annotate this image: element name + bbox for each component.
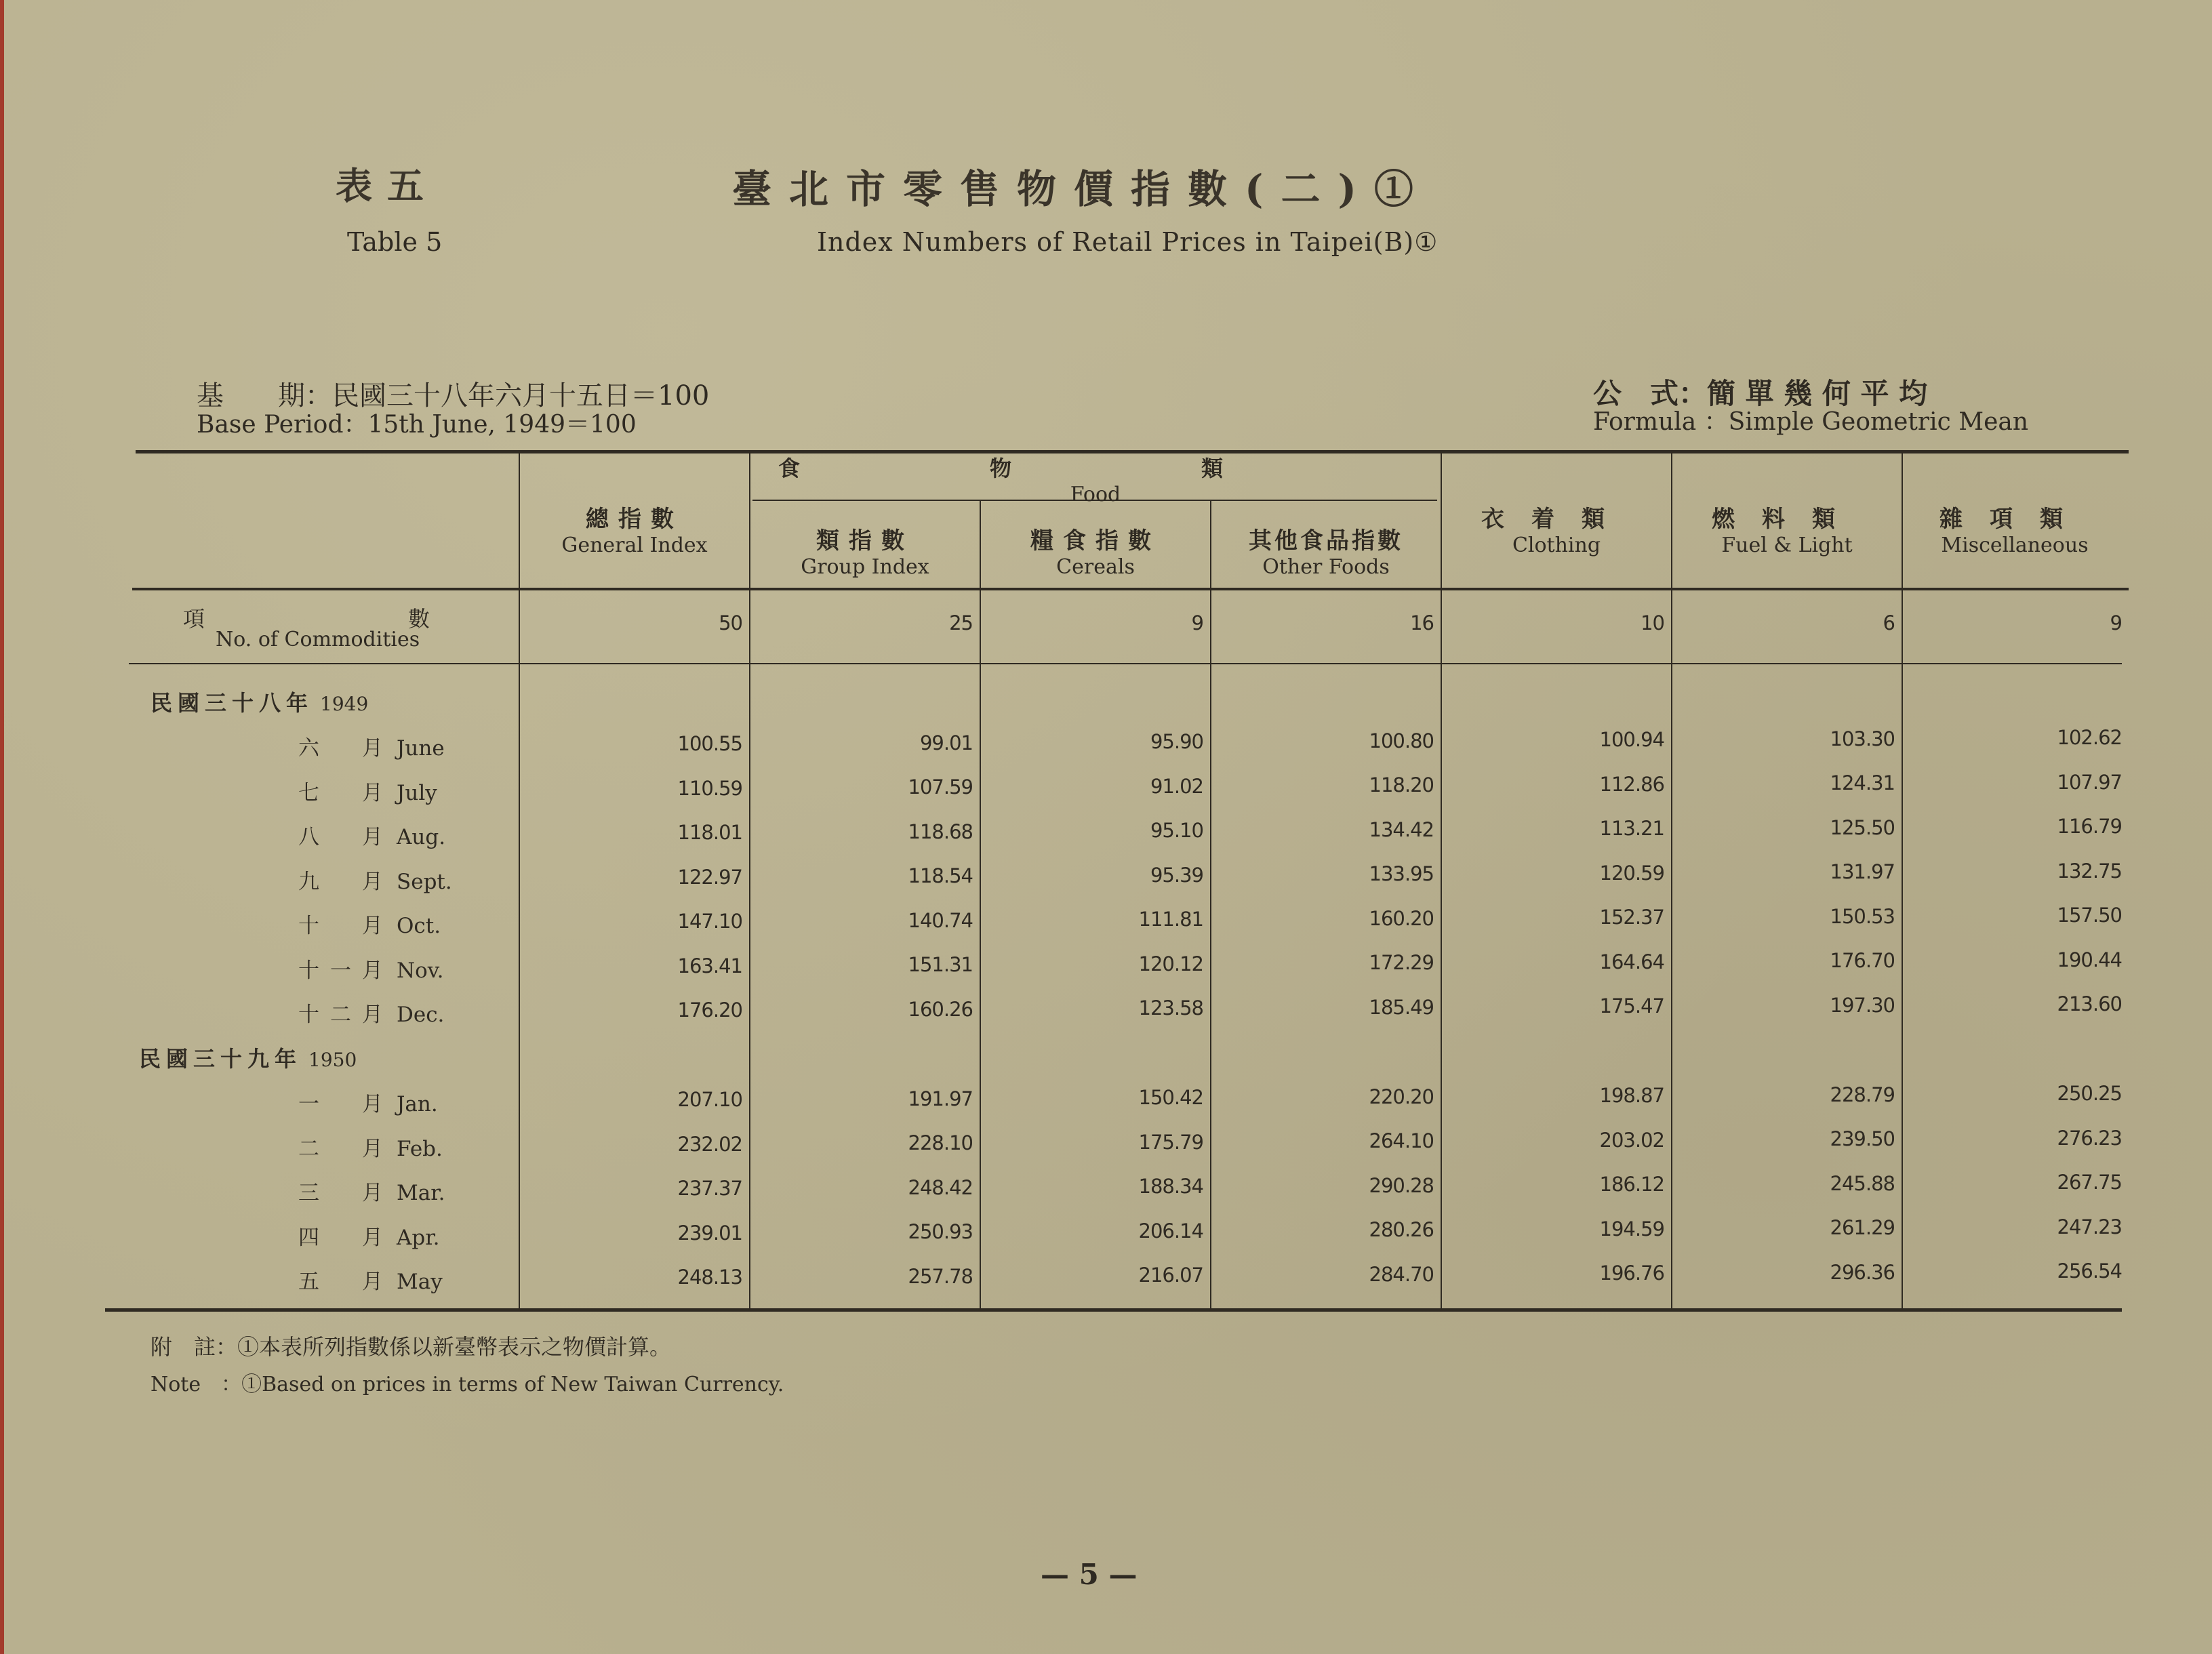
- formula-zh: 公 式：簡 單 幾 何 平 均: [1593, 377, 1928, 410]
- table-cell: 296.36: [1830, 1260, 1895, 1284]
- table-cell: 186.12: [1599, 1173, 1664, 1196]
- row-label-en: Apr.: [397, 1225, 440, 1250]
- row-label: [298, 820, 445, 850]
- table-cell: 150.53: [1830, 904, 1895, 928]
- table-cell: 160.20: [1369, 906, 1434, 930]
- count-row-label-en: No. of Commodities: [216, 628, 420, 651]
- table-cell: 284.70: [1369, 1262, 1434, 1286]
- col-header-cereals: 糧食指數 Cereals: [1030, 527, 1161, 579]
- row-label-en: Jan.: [397, 1092, 438, 1116]
- table-cell: 100.80: [1369, 729, 1434, 752]
- row-label: [298, 775, 437, 806]
- table-cell: 100.94: [1599, 728, 1664, 751]
- col-rule-1: [519, 453, 520, 1308]
- col-rule-6: [1671, 453, 1672, 1308]
- table-cell: 151.31: [908, 953, 973, 976]
- page-number: — 5 —: [1041, 1558, 1138, 1591]
- table-cell: 175.79: [1138, 1130, 1203, 1154]
- table-cell: 95.90: [1150, 730, 1203, 753]
- year-heading-zh: 民國三十八年: [150, 690, 314, 716]
- col-header-other-foods: 其他食品指數 Other Foods: [1249, 527, 1403, 579]
- page-edge: [0, 0, 4, 1654]
- count-cell: 25: [949, 611, 973, 634]
- table-cell: 175.47: [1599, 994, 1664, 1017]
- table-cell: 113.21: [1599, 817, 1664, 840]
- row-label-zh: 二 月: [298, 1136, 394, 1161]
- table-cell: 107.59: [908, 775, 973, 799]
- row-label-en: July: [397, 780, 437, 805]
- table-cell: 95.10: [1150, 819, 1203, 842]
- table-cell: 213.60: [2057, 992, 2122, 1015]
- table-cell: 216.07: [1138, 1264, 1203, 1287]
- table-cell: 232.02: [677, 1132, 742, 1156]
- table-cell: 207.10: [677, 1088, 742, 1111]
- table-cell: 256.54: [2057, 1259, 2122, 1283]
- table-cell: 185.49: [1369, 995, 1434, 1019]
- table-cell: 112.86: [1599, 772, 1664, 796]
- col-rule-4: [1210, 500, 1211, 1308]
- table-cell: 196.76: [1599, 1262, 1664, 1285]
- count-row-rule: [129, 663, 2122, 664]
- table-cell: 118.01: [677, 821, 742, 844]
- year-heading-zh: 民國三十九年: [139, 1046, 302, 1072]
- count-cell: 16: [1410, 611, 1434, 634]
- table-cell: 163.41: [677, 954, 742, 977]
- count-row-label-zh: 項數: [183, 606, 634, 632]
- row-label-en: Mar.: [397, 1181, 445, 1205]
- row-label: [298, 953, 443, 984]
- table-cell: 111.81: [1138, 908, 1203, 931]
- row-label-zh: 九 月: [298, 869, 394, 894]
- table-cell: 123.58: [1138, 996, 1203, 1020]
- table-cell: 95.39: [1150, 863, 1203, 887]
- table-cell: 198.87: [1599, 1084, 1664, 1107]
- table-cell: 261.29: [1830, 1216, 1895, 1239]
- header-bottom-rule: [132, 588, 2129, 590]
- table-cell: 140.74: [908, 908, 973, 932]
- table-cell: 124.31: [1830, 771, 1895, 794]
- note-zh: 附 註：①本表所列指數係以新臺幣表示之物價計算。: [150, 1334, 672, 1360]
- table-title-en: Index Numbers of Retail Prices in Taipei(B)①: [817, 227, 1439, 257]
- table-cell: 147.10: [677, 910, 742, 933]
- table-cell: 206.14: [1138, 1219, 1203, 1243]
- table-cell: 191.97: [908, 1087, 973, 1110]
- row-label: [298, 908, 441, 939]
- count-cell: 9: [2110, 611, 2122, 634]
- year-heading: [139, 1042, 357, 1073]
- table-cell: 122.97: [677, 865, 742, 889]
- table-cell: 118.20: [1369, 773, 1434, 796]
- table-cell: 264.10: [1369, 1129, 1434, 1152]
- col-header-food: 食物類 Food: [778, 456, 1413, 506]
- table-cell: 188.34: [1138, 1175, 1203, 1198]
- row-label: [298, 997, 444, 1028]
- count-cell: 50: [719, 611, 742, 634]
- year-heading-en: 1949: [320, 693, 369, 715]
- table-cell: 239.01: [677, 1221, 742, 1245]
- table-cell: 172.29: [1369, 951, 1434, 974]
- table-cell: 228.10: [908, 1131, 973, 1154]
- table-cell: 132.75: [2057, 859, 2122, 883]
- row-label-en: June: [397, 736, 445, 761]
- col-header-fuel-light: 燃料類 Fuel & Light: [1712, 506, 1862, 557]
- table-cell: 190.44: [2057, 948, 2122, 971]
- table-title-zh: 臺北市零售物價指數(二)①: [732, 166, 1431, 212]
- col-rule-2: [749, 453, 750, 1308]
- row-label-en: Dec.: [397, 1003, 445, 1027]
- table-cell: 267.75: [2057, 1171, 2122, 1194]
- table-cell: 103.30: [1830, 727, 1895, 750]
- row-label-en: Sept.: [397, 869, 452, 894]
- table-cell: 237.37: [677, 1177, 742, 1200]
- row-label-zh: 十二月: [298, 1003, 394, 1027]
- table-cell: 250.25: [2057, 1082, 2122, 1105]
- table-cell: 157.50: [2057, 904, 2122, 927]
- table-cell: 102.62: [2057, 726, 2122, 749]
- row-label: [298, 1087, 438, 1117]
- table-cell: 131.97: [1830, 860, 1895, 883]
- table-cell: 250.93: [908, 1220, 973, 1243]
- row-label-en: Nov.: [397, 958, 444, 983]
- base-period-en: Base Period：15th June, 1949＝100: [197, 411, 637, 439]
- table-cell: 257.78: [908, 1264, 973, 1288]
- row-label: [298, 1220, 440, 1251]
- col-header-group-index: 類指數 Group Index: [801, 527, 929, 579]
- row-label-zh: 五 月: [298, 1270, 394, 1294]
- row-label-zh: 十 月: [298, 914, 394, 938]
- row-label-en: Oct.: [397, 914, 441, 938]
- table-cell: 239.50: [1830, 1127, 1895, 1150]
- row-label: [298, 1131, 443, 1162]
- table-cell: 276.23: [2057, 1126, 2122, 1150]
- table-cell: 194.59: [1599, 1217, 1664, 1240]
- table-label-zh: 表五: [336, 164, 439, 207]
- count-cell: 9: [1191, 611, 1203, 634]
- table-cell: 120.12: [1138, 952, 1203, 975]
- table-cell: 100.55: [677, 732, 742, 755]
- table-cell: 220.20: [1369, 1085, 1434, 1108]
- table-cell: 107.97: [2057, 770, 2122, 794]
- base-period-zh: 基 期：民國三十八年六月十五日＝100: [197, 380, 710, 411]
- table-cell: 248.42: [908, 1175, 973, 1199]
- year-heading-en: 1950: [308, 1049, 357, 1071]
- year-heading: [150, 686, 368, 717]
- row-label: [298, 1175, 445, 1206]
- col-header-misc: 雜項類 Miscellaneous: [1939, 506, 2090, 557]
- col-rule-3: [980, 500, 981, 1308]
- table-cell: 197.30: [1830, 993, 1895, 1017]
- table-cell: 248.13: [677, 1266, 742, 1289]
- row-label-zh: 十一月: [298, 958, 394, 983]
- row-label-zh: 一 月: [298, 1092, 394, 1116]
- table-cell: 110.59: [677, 776, 742, 800]
- table-cell: 125.50: [1830, 815, 1895, 839]
- table-cell: 118.68: [908, 820, 973, 843]
- row-label-en: Aug.: [397, 825, 446, 849]
- table-cell: 99.01: [919, 731, 973, 754]
- row-label: [298, 1264, 443, 1295]
- col-rule-5: [1441, 453, 1442, 1308]
- table-cell: 160.26: [908, 997, 973, 1021]
- table-cell: 176.20: [677, 999, 742, 1022]
- table-cell: 150.42: [1138, 1086, 1203, 1109]
- table-cell: 290.28: [1369, 1173, 1434, 1197]
- table-cell: 280.26: [1369, 1218, 1434, 1241]
- table-cell: 120.59: [1599, 861, 1664, 885]
- col-header-clothing: 衣着類 Clothing: [1481, 506, 1632, 557]
- row-label-zh: 三 月: [298, 1181, 394, 1205]
- row-label-zh: 四 月: [298, 1225, 394, 1250]
- col-header-general: 總指數 General Index: [561, 506, 708, 557]
- note-en: Note ：①Based on prices in terms of New Taiwan Currency.: [150, 1373, 784, 1396]
- row-label-en: May: [397, 1270, 443, 1294]
- table-cell: 245.88: [1830, 1171, 1895, 1195]
- table-cell: 247.23: [2057, 1215, 2122, 1238]
- table-cell: 152.37: [1599, 906, 1664, 929]
- row-label-zh: 七 月: [298, 780, 394, 805]
- table-cell: 228.79: [1830, 1083, 1895, 1106]
- table-cell: 203.02: [1599, 1128, 1664, 1152]
- row-label: [298, 864, 452, 895]
- count-cell: 10: [1641, 611, 1664, 634]
- row-label: [298, 731, 445, 761]
- row-label-zh: 八 月: [298, 825, 394, 849]
- row-label-zh: 六 月: [298, 736, 394, 761]
- table-cell: 91.02: [1150, 774, 1203, 798]
- col-rule-7: [1902, 453, 1903, 1308]
- table-bottom-rule: [105, 1308, 2122, 1312]
- table-label-en: Table 5: [347, 227, 443, 257]
- count-cell: 6: [1883, 611, 1895, 634]
- table-cell: 116.79: [2057, 815, 2122, 838]
- row-label-en: Feb.: [397, 1136, 443, 1161]
- table-cell: 164.64: [1599, 950, 1664, 973]
- table-cell: 133.95: [1369, 862, 1434, 885]
- table-cell: 118.54: [908, 864, 973, 887]
- table-cell: 134.42: [1369, 818, 1434, 841]
- formula-en: Formula ：Simple Geometric Mean: [1593, 408, 2029, 436]
- table-cell: 176.70: [1830, 949, 1895, 972]
